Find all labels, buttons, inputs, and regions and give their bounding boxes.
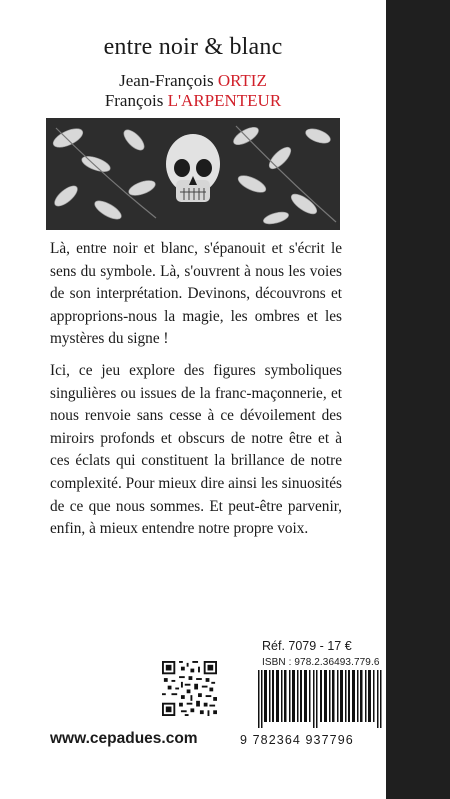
author-2-last-name: L'ARPENTEUR <box>167 91 282 110</box>
book-title: entre noir & blanc <box>103 34 283 60</box>
qr-code-icon <box>162 661 217 716</box>
barcode-number: 9 782364 937796 <box>240 733 354 747</box>
isbn: ISBN : 978.2.36493.779.6 <box>262 657 380 668</box>
blurb-paragraph-1: Là, entre noir et blanc, s'épanouit et s'écrit le sens du symbole. Là, s'ouvrent à nous les voies de son interprétation. Devinons, découvrons et approprions-nous la magie, les ombres et les mystères du signe ! <box>50 240 342 348</box>
author-2 <box>0 91 386 111</box>
author-1-last-name: ORTIZ <box>217 71 267 90</box>
blurb-paragraph-2: Ici, ce jeu explore des figures symboliques singulières ou issues de la franc-maçonnerie, et nous renvoie sans cesse à ce dévoilement des miroirs profonds et obscurs de notre être et à ces éclats qui constituent la brillance de notre complexité. Pour mieux dire ainsi les sinuosités de ce que nous sommes. Et peut-être parvenir, enfin, à mieux entendre notre propre voix. <box>50 362 342 538</box>
author-2-first-name: François <box>104 91 168 110</box>
reference-price: Réf. 7079 - 17 € <box>262 639 352 653</box>
author-1-first-name: Jean-François <box>119 71 218 90</box>
book-spine <box>386 0 450 799</box>
author-1 <box>0 71 386 91</box>
barcode-icon <box>258 670 382 728</box>
skull-icon <box>46 118 340 230</box>
publisher-website: www.cepadues.com <box>50 730 198 747</box>
skull-leaves-illustration <box>46 118 340 230</box>
